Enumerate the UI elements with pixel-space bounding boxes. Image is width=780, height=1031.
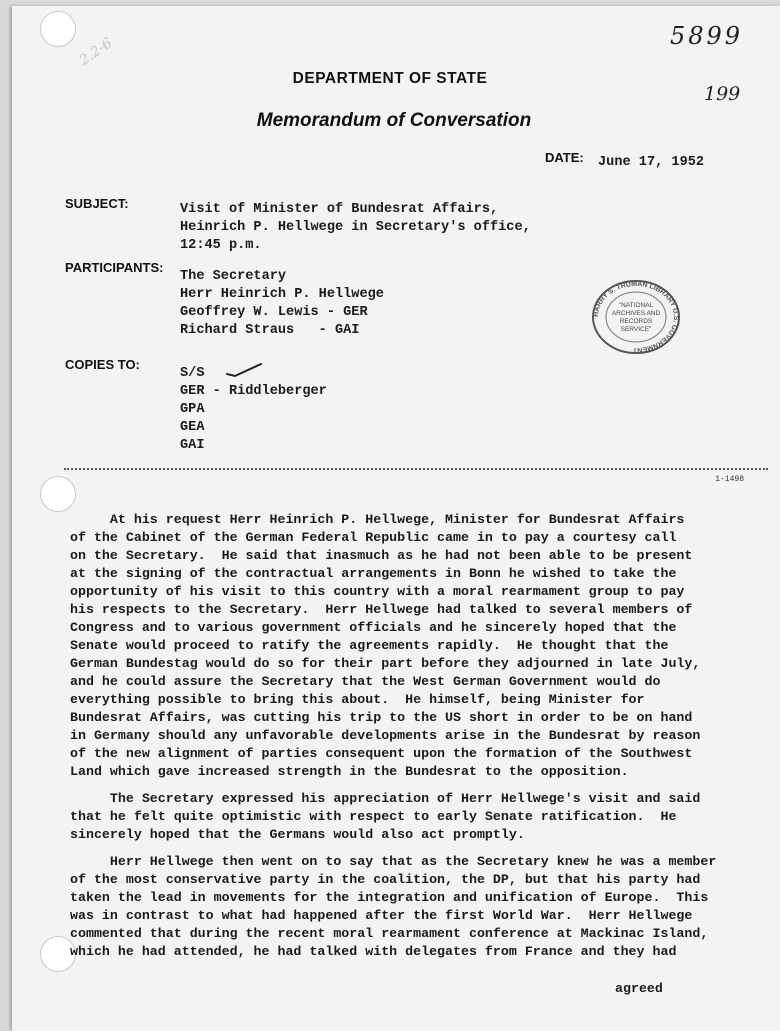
body-line: that he felt quite optimistic with respect to early Senate ratification. He: [70, 809, 677, 824]
archives-stamp: [590, 278, 682, 356]
subject-line: 12:45 p.m.: [180, 238, 262, 253]
faint-corner-mark: 2.2-6: [76, 35, 116, 69]
memo-title: Memorandum of Conversation: [256, 110, 532, 131]
body-line: in Germany should any unfavorable developments arise in the Bundesrat by reason: [70, 728, 701, 743]
body-line: sincerely hoped that the Germans would also act promptly.: [70, 827, 525, 842]
body-line: everything possible to bring this about. He himself, being Minister for: [70, 692, 645, 707]
body-line: his respects to the Secretary. Herr Hellwege had talked to several members of: [70, 602, 693, 617]
subject-line: Visit of Minister of Bundesrat Affairs,: [180, 202, 499, 217]
handwritten-checkmark: [225, 360, 265, 380]
copy-recipient: GEA: [180, 420, 205, 435]
stamp-line: SERVICE": [620, 326, 652, 333]
participant: The Secretary: [180, 269, 287, 284]
date-label: DATE:: [545, 150, 584, 165]
body-line: opportunity of his visit to this country with a moral rearmament group to pay: [70, 584, 685, 599]
participant: Richard Straus - GAI: [180, 323, 360, 338]
copy-recipient: GAI: [180, 438, 205, 453]
body-line: Land which gave increased strength in the Bundesrat to the opposition.: [70, 764, 629, 779]
body-line: of the Cabinet of the German Federal Republic came in to pay a courtesy call: [70, 530, 677, 545]
stamp-line: RECORDS: [619, 318, 653, 325]
body-line: at the signing of the contractual arrangements in Bonn he wished to take the: [70, 566, 677, 581]
date-value: June 17, 1952: [598, 155, 705, 170]
body-line: and he could assure the Secretary that the West German Government would do: [70, 674, 661, 689]
stamp-ring-text: HARRY S. TRUMAN LIBRARY U.S. GOVERNMENT: [592, 280, 680, 354]
body-line: of the most conservative party in the coalition, the DP, but that his party had: [70, 872, 701, 887]
copies-label: COPIES TO:: [65, 357, 140, 372]
body-line: Senate would proceed to ratify the agreements rapidly. He thought that the: [70, 638, 669, 653]
subject-line: Heinrich P. Hellwege in Secretary's office,: [180, 220, 531, 235]
participant: Geoffrey W. Lewis - GER: [180, 305, 368, 320]
body-line: The Secretary expressed his appreciation of Herr Hellwege's visit and said: [70, 791, 701, 806]
punch-hole: [40, 11, 76, 47]
body-line: Herr Hellwege then went on to say that as the Secretary knew he was a member: [70, 854, 717, 869]
continuation-word: agreed: [615, 981, 663, 996]
department-heading: DEPARTMENT OF STATE: [292, 70, 488, 87]
separator-rule: [64, 468, 768, 470]
copy-recipient: GER - Riddleberger: [180, 384, 327, 399]
handwritten-doc-number: 5899: [670, 22, 744, 50]
body-line: of the new alignment of parties consequent upon the formation of the Southwest: [70, 746, 693, 761]
stamp-line: "NATIONAL: [618, 302, 654, 309]
body-line: German Bundestag would do so for their part before they adjourned in late July,: [70, 656, 701, 671]
form-number: 1-1498: [715, 475, 744, 484]
copy-recipient: S/S: [180, 366, 205, 381]
body-line: on the Secretary. He said that inasmuch as he had not been able to be present: [70, 548, 693, 563]
punch-hole: [40, 476, 76, 512]
participants-label: PARTICIPANTS:: [65, 260, 164, 275]
participant: Herr Heinrich P. Hellwege: [180, 287, 384, 302]
copy-recipient: GPA: [180, 402, 205, 417]
body-line: Congress and to various government officials and he sincerely hoped that the: [70, 620, 677, 635]
body-line: which he had attended, he had talked with delegates from France and they had: [70, 944, 677, 959]
body-line: Bundesrat Affairs, was cutting his trip to the US short in order to be on hand: [70, 710, 693, 725]
body-line: taken the lead in movements for the integration and unification of Europe. This: [70, 890, 709, 905]
stamp-line: ARCHIVES AND: [611, 310, 661, 317]
body-line: was in contrast to what had happened after the first World War. Herr Hellwege: [70, 908, 693, 923]
subject-label: SUBJECT:: [65, 196, 129, 211]
body-line: commented that during the recent moral rearmament conference at Mackinac Island,: [70, 926, 709, 941]
body-line: At his request Herr Heinrich P. Hellwege, Minister for Bundesrat Affairs: [70, 512, 685, 527]
handwritten-page-mark: 199: [704, 83, 741, 105]
